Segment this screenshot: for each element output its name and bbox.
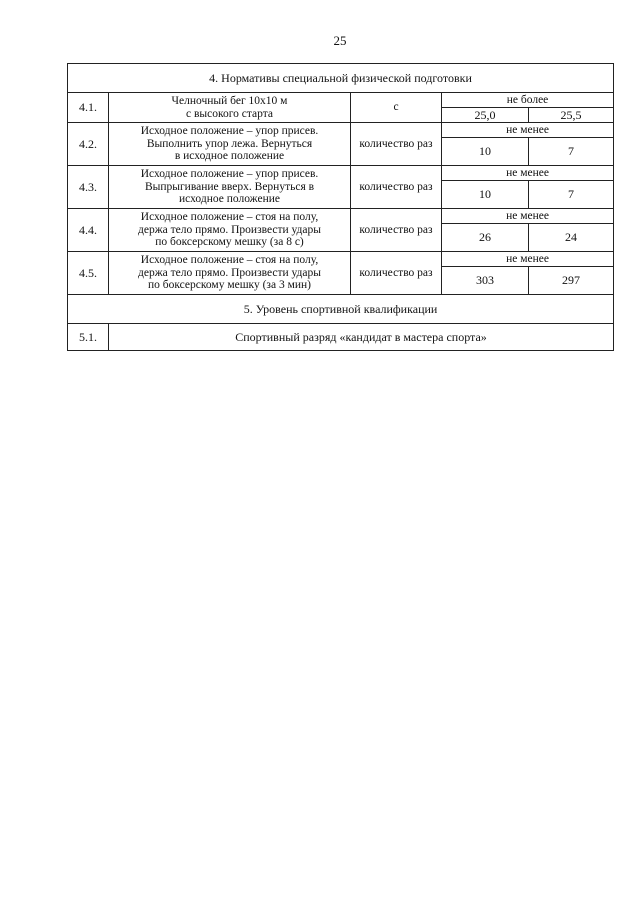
row-number: 4.5. (68, 252, 109, 295)
unit-cell: с (351, 93, 442, 123)
value-female: 7 (529, 138, 614, 166)
value-female: 297 (529, 267, 614, 295)
description-line: Исходное положение – стоя на полу, (140, 254, 319, 267)
value-male: 10 (442, 181, 529, 209)
description-line: с высокого старта (185, 107, 274, 120)
exercise-description (109, 252, 351, 295)
value-male: 26 (442, 224, 529, 252)
row-number: 5.1. (68, 324, 109, 351)
table-row-5-1 (68, 324, 614, 351)
unit-cell: количество раз (351, 252, 442, 295)
unit-cell: количество раз (351, 166, 442, 209)
exercise-description (109, 166, 351, 209)
value-female: 25,5 (529, 108, 614, 123)
norms-table (67, 63, 614, 351)
value-female: 7 (529, 181, 614, 209)
value-male: 25,0 (442, 108, 529, 123)
description-line: исходное положение (179, 193, 280, 206)
value-male: 10 (442, 138, 529, 166)
value-female: 24 (529, 224, 614, 252)
section-5-header-row (68, 295, 614, 324)
section-4-header-row (68, 64, 614, 93)
description-line: Выпрыгивание вверх. Вернуться в (144, 180, 315, 193)
exercise-description (109, 123, 351, 166)
table-row-4-4 (68, 209, 614, 224)
condition-cell: не менее (442, 209, 614, 224)
value-male: 303 (442, 267, 529, 295)
table-row-4-1 (68, 93, 614, 108)
table-row-4-5 (68, 252, 614, 267)
description-line: держа тело прямо. Произвести удары (138, 223, 321, 236)
condition-cell: не менее (442, 123, 614, 138)
condition-cell: не более (442, 93, 614, 108)
description-line: по боксерскому мешку (за 3 мин) (148, 279, 311, 292)
exercise-description (109, 93, 351, 123)
exercise-description (109, 209, 351, 252)
description-line: по боксерскому мешку (за 8 с) (155, 236, 304, 249)
row-number: 4.2. (68, 123, 109, 166)
section-4-title: 4. Нормативы специальной физической подготовки (68, 64, 614, 93)
description-line: в исходное положение (174, 150, 285, 163)
description-line: Выполнить упор лежа. Вернуться (146, 137, 313, 150)
unit-cell: количество раз (351, 209, 442, 252)
condition-cell: не менее (442, 166, 614, 181)
row-number: 4.4. (68, 209, 109, 252)
row-number: 4.1. (68, 93, 109, 123)
unit-cell: количество раз (351, 123, 442, 166)
table-row-4-3 (68, 166, 614, 181)
condition-cell: не менее (442, 252, 614, 267)
section-5-title: 5. Уровень спортивной квалификации (68, 295, 614, 324)
description-line: Исходное положение – упор присев. (140, 168, 319, 181)
page-number: 25 (333, 33, 347, 48)
qualification-text: Спортивный разряд «кандидат в мастера спорта» (109, 324, 614, 351)
description-line: держа тело прямо. Произвести удары (138, 266, 321, 279)
table-row-4-2 (68, 123, 614, 138)
description-line: Челночный бег 10х10 м (171, 95, 288, 107)
description-line: Исходное положение – упор присев. (140, 125, 319, 138)
description-line: Исходное положение – стоя на полу, (140, 211, 319, 224)
row-number: 4.3. (68, 166, 109, 209)
